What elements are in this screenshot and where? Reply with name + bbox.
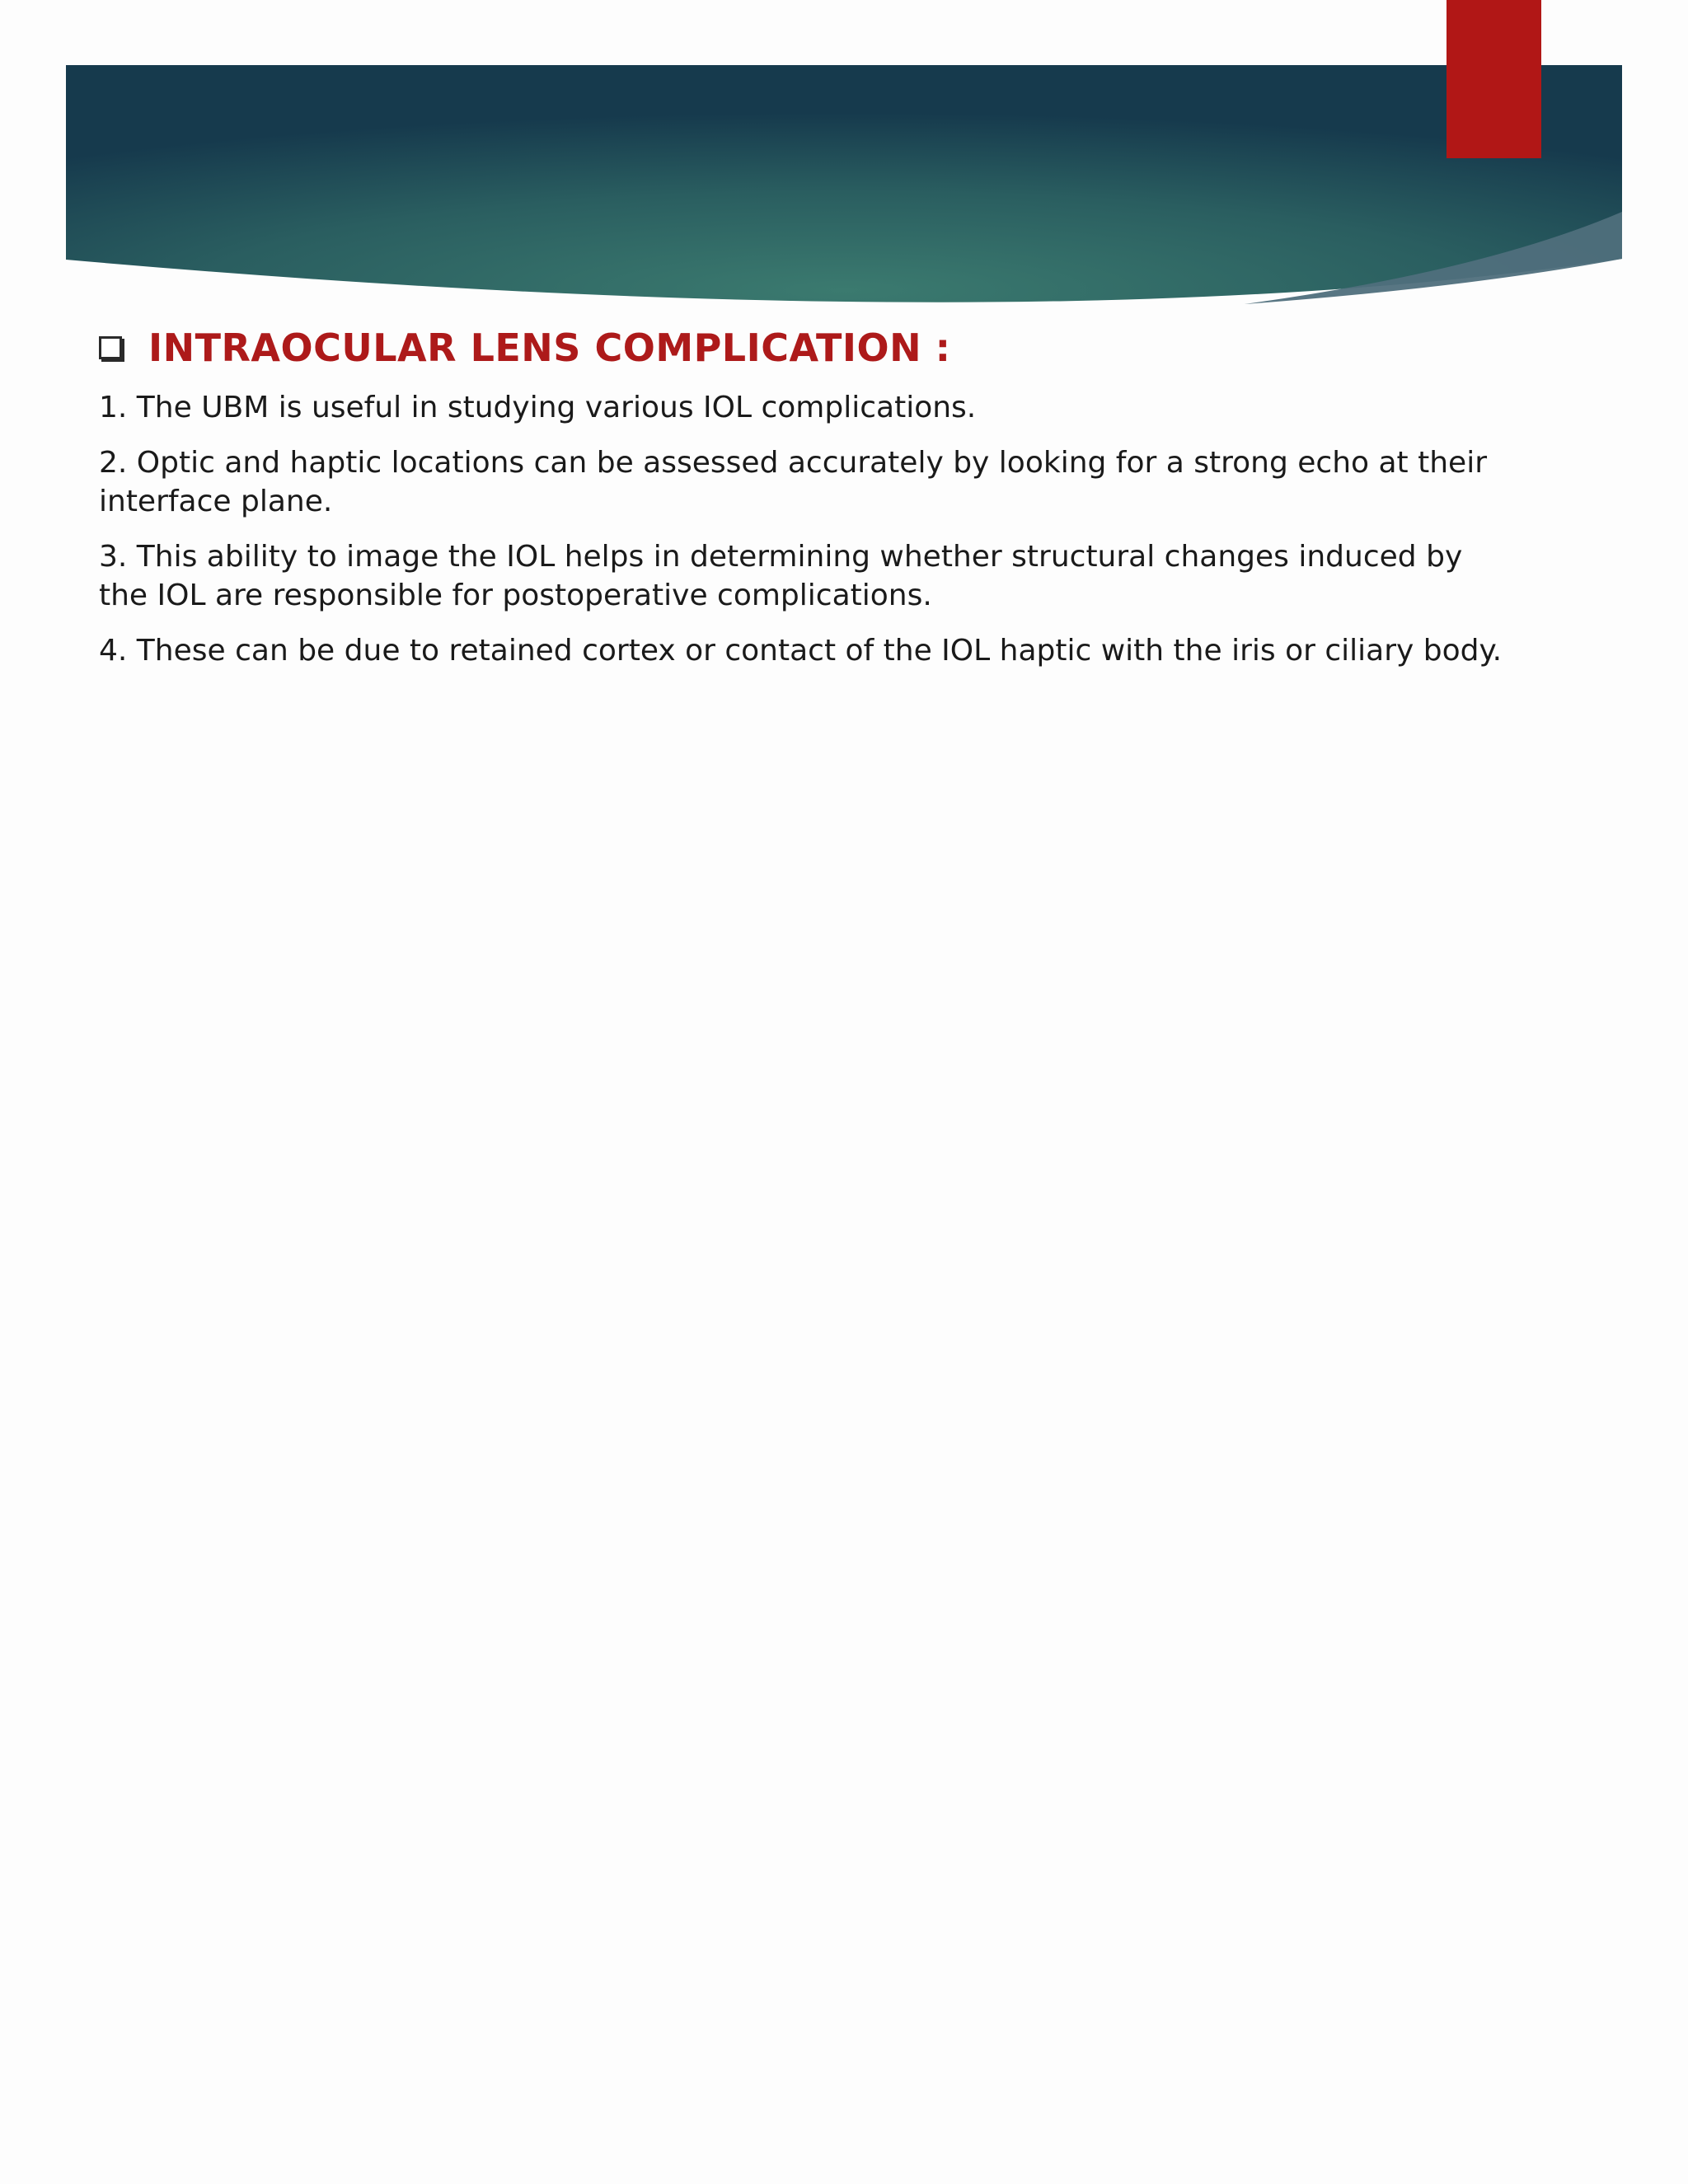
heading-text: INTRAOCULAR LENS COMPLICATION : [148,326,951,370]
red-bookmark-tab [1447,0,1541,158]
list-item: 1. The UBM is useful in studying various IOL complications. [99,391,977,424]
list-item: 2. Optic and haptic locations can be assessed accurately by looking for a strong echo at their interface plane. [99,446,1488,518]
slide-content [99,326,1517,687]
checkbox-bullet-icon [99,336,122,359]
list-item: 3. This ability to image the IOL helps in determining whether structural changes induced by the IOL are responsible for postoperative complications. [99,540,1463,612]
header-banner [66,65,1622,314]
banner-shape [66,65,1622,302]
section-heading [99,326,1517,370]
list-item: 4. These can be due to retained cortex or contact of the IOL haptic with the iris or ciliary body. [99,634,1503,668]
